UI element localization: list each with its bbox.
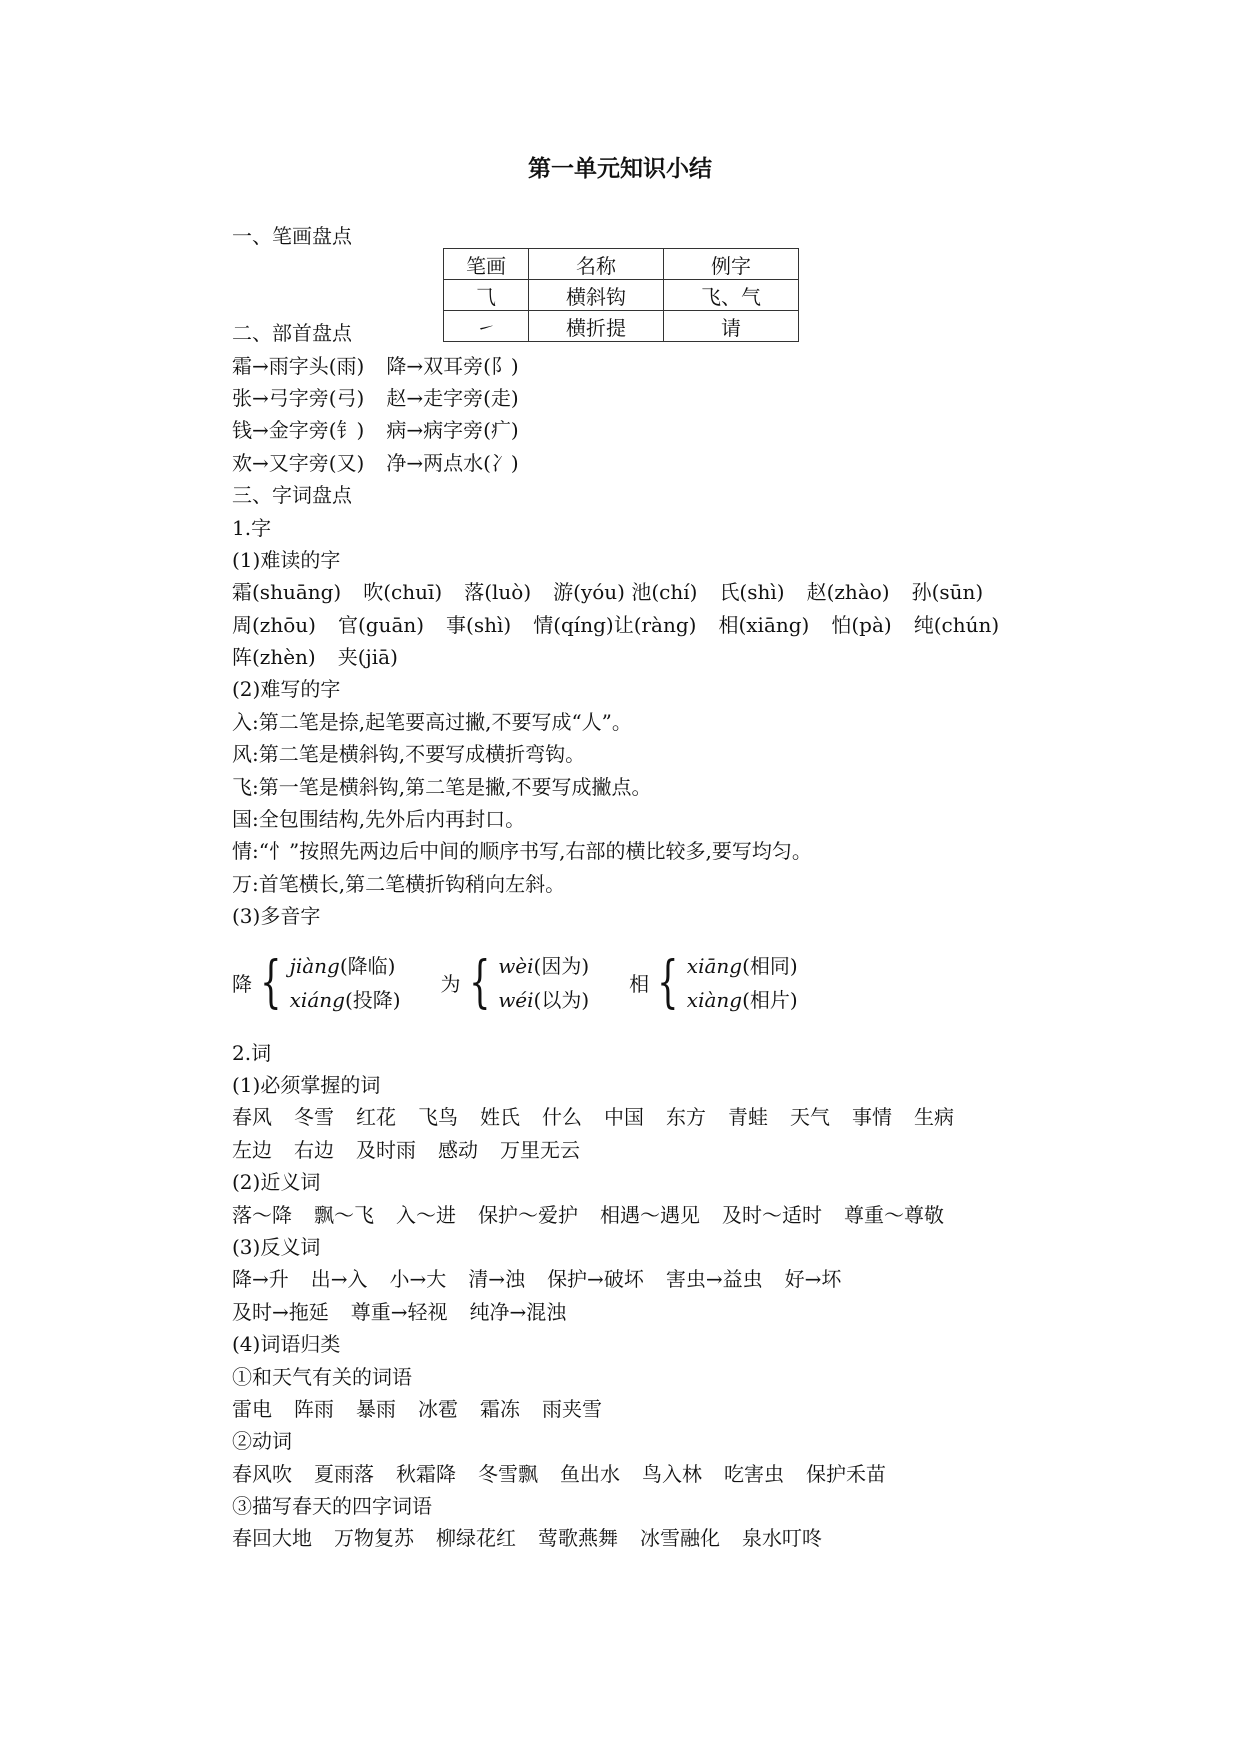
example-word: (相片) (742, 987, 798, 1012)
subsection-heading: (4)词语归类 (232, 1332, 341, 1357)
section-heading: 一、笔画盘点 (232, 224, 352, 248)
word-item: 尊重～尊敬 (844, 1202, 944, 1227)
radical-entry: 钱→金字旁(钅) (232, 418, 365, 443)
word-item: 感动 (438, 1137, 478, 1162)
word-item: 保护→破坏 (547, 1267, 644, 1292)
example-word: (以为) (533, 987, 590, 1012)
text-line: 入:第二笔是捺,起笔要高过撇,不要写成“人”。 (232, 709, 632, 734)
table-header-cell: 笔画 (444, 249, 529, 280)
pinyin: wèi (498, 953, 534, 978)
word-line (232, 1393, 1092, 1425)
brace-glyph: { (260, 949, 282, 1015)
radical-entry: 欢→又字旁(又) (232, 450, 365, 475)
word-item: 左边 (232, 1137, 272, 1162)
example-word: (相同) (742, 953, 798, 978)
subsection-heading: (2)难写的字 (232, 677, 341, 702)
word-item: 春回大地 (232, 1526, 312, 1551)
pinyin: xiàng (686, 987, 743, 1012)
reading-line (290, 983, 401, 1017)
word-item: 春风吹 (232, 1461, 292, 1486)
word-item: 害虫→益虫 (665, 1267, 763, 1292)
polyphonic-readings (498, 949, 589, 1017)
radical-entry: 降→双耳旁(阝) (386, 353, 519, 378)
word-item: 泉水叮咚 (742, 1526, 822, 1551)
word-item: 事(shì) (446, 612, 512, 637)
word-item: 清→浊 (468, 1267, 526, 1292)
polyphonic-char: 为 (440, 972, 461, 997)
polyphonic-readings (290, 949, 401, 1017)
brace-glyph: { (657, 949, 679, 1015)
word-item: 霜冻 (480, 1396, 520, 1421)
word-item: 周(zhōu) (232, 612, 316, 637)
word-item: 出→入 (310, 1267, 368, 1292)
word-item: 吹(chuī) (363, 580, 443, 605)
word-item: 氏(shì) (719, 580, 785, 605)
word-item: 及时雨 (356, 1137, 416, 1162)
text-line: 风:第二笔是横斜钩,不要写成横折弯钩。 (232, 742, 586, 767)
word-line (232, 1296, 1092, 1328)
radical-entry: 霜→雨字头(雨) (232, 353, 365, 378)
word-line (232, 1522, 1092, 1554)
radical-line (232, 382, 1092, 414)
table-cell: ⺄ (444, 280, 529, 311)
word-item: 飞鸟 (418, 1105, 458, 1130)
word-item: 游(yóu) 池(chí) (553, 580, 698, 605)
polyphonic-group (629, 949, 798, 1017)
polyphonic-char: 降 (232, 972, 252, 997)
word-line (232, 1263, 1092, 1295)
word-item: 中国 (604, 1105, 644, 1130)
word-item: 阵雨 (294, 1396, 334, 1421)
word-item: 夏雨落 (314, 1461, 374, 1486)
text-line: 万:首笔横长,第二笔横折钩稍向左斜。 (232, 871, 566, 896)
word-item: 保护禾苗 (806, 1461, 886, 1486)
text-line: 飞:第一笔是横斜钩,第二笔是撇,不要写成撇点。 (232, 774, 652, 799)
word-item: 相遇～遇见 (600, 1202, 700, 1227)
subsection-heading: (1)必须掌握的词 (232, 1073, 381, 1097)
radical-line (232, 447, 1092, 479)
radical-entry: 赵→走字旁(走) (386, 385, 519, 410)
subsection-heading: 1.字 (232, 515, 272, 540)
reading-line (290, 949, 401, 983)
word-item: 冬雪飘 (478, 1461, 538, 1486)
reading-line (687, 983, 798, 1017)
table-spacer (232, 252, 1092, 317)
table-cell: 飞、气 (664, 280, 799, 311)
word-item: 赵(zhào) (806, 580, 890, 605)
table-header-cell: 名称 (529, 249, 664, 280)
word-item: 天气 (790, 1105, 830, 1130)
word-item: 暴雨 (356, 1396, 396, 1421)
word-item: 万物复苏 (334, 1526, 414, 1551)
word-item: 万里无云 (500, 1137, 580, 1162)
word-item: 吃害虫 (724, 1461, 784, 1486)
word-item: 右边 (294, 1137, 334, 1162)
reading-line (498, 983, 589, 1017)
word-item: 及时→拖延 (232, 1299, 329, 1324)
word-item: 冰雹 (418, 1396, 458, 1421)
word-item: 秋霜降 (396, 1461, 456, 1486)
radical-entry: 净→两点水(冫) (386, 450, 519, 475)
word-line (232, 1458, 1092, 1490)
example-word: (因为) (533, 953, 590, 978)
word-item: 生病 (914, 1105, 954, 1130)
polyphonic-group (232, 949, 401, 1017)
subsection-heading: (1)难读的字 (232, 547, 341, 572)
word-item: 鸟入林 (642, 1461, 702, 1486)
word-item: 怕(pà) (831, 612, 892, 637)
word-item: 飘～飞 (314, 1202, 374, 1227)
pinyin: xiāng (686, 953, 743, 978)
pinyin: jiàng (289, 953, 340, 978)
document-body (232, 220, 1092, 1555)
word-item: 夹(jiā) (337, 645, 398, 670)
word-line (232, 609, 1092, 641)
word-item: 入～进 (396, 1202, 456, 1227)
polyphonic-readings (687, 949, 798, 1017)
word-item: 姓氏 (480, 1105, 520, 1130)
word-item: 雷电 (232, 1396, 272, 1421)
word-item: 青蛙 (728, 1105, 768, 1130)
word-item: 官(guān) (337, 612, 425, 637)
table-cell: ㇀ (444, 311, 529, 342)
subsection-heading: 2.词 (232, 1040, 272, 1065)
word-line (232, 1134, 1092, 1166)
word-line (232, 641, 1092, 673)
word-item: 冰雪融化 (640, 1526, 720, 1551)
word-item: 及时～适时 (722, 1202, 822, 1227)
word-item: 什么 (542, 1105, 582, 1130)
pinyin: xiáng (289, 987, 345, 1012)
word-line (232, 576, 1092, 608)
word-line (232, 1101, 1092, 1133)
radical-entry: 张→弓字旁(弓) (232, 385, 365, 410)
word-item: 小→大 (389, 1267, 447, 1292)
word-item: 莺歌燕舞 (538, 1526, 618, 1551)
table-header-cell: 例字 (664, 249, 799, 280)
word-line (232, 1199, 1092, 1231)
word-item: 保护～爱护 (478, 1202, 578, 1227)
word-item: 尊重→轻视 (350, 1299, 448, 1324)
pinyin: wéi (498, 987, 534, 1012)
word-item: 降→升 (232, 1267, 289, 1292)
text-line: 国:全包围结构,先外后内再封口。 (232, 807, 526, 832)
word-item: 落(luò) (464, 580, 532, 605)
polyphonic-row (232, 939, 1092, 1027)
subsection-heading: (2)近义词 (232, 1170, 321, 1195)
section-heading: 三、字词盘点 (232, 483, 352, 508)
subsection-heading: ①和天气有关的词语 (232, 1364, 412, 1389)
word-item: 柳绿花红 (436, 1526, 516, 1551)
table-cell: 横斜钩 (529, 280, 664, 311)
table-cell: 横折提 (529, 311, 664, 342)
word-item: 好→坏 (784, 1267, 842, 1292)
word-item: 情(qíng)让(ràng) (533, 612, 697, 637)
example-word: (降临) (339, 953, 396, 978)
page-title: 第一单元知识小结 (528, 156, 712, 182)
word-item: 阵(zhèn) (232, 645, 316, 670)
table-cell: 请 (664, 311, 799, 342)
reading-line (687, 949, 798, 983)
subsection-heading: ②动词 (232, 1429, 292, 1454)
word-item: 事情 (852, 1105, 892, 1130)
radical-line (232, 350, 1092, 382)
word-item: 霜(shuāng) (232, 580, 342, 605)
word-item: 纯净→混浊 (469, 1299, 567, 1324)
subsection-heading: ③描写春天的四字词语 (232, 1494, 432, 1519)
subsection-heading: (3)反义词 (232, 1234, 321, 1259)
text-line: 情:“忄”按照先两边后中间的顺序书写,右部的横比较多,要写均匀。 (232, 839, 812, 864)
word-item: 红花 (356, 1105, 396, 1130)
word-item: 纯(chún) (913, 612, 1000, 637)
word-item: 落～降 (232, 1202, 292, 1227)
word-item: 东方 (666, 1105, 706, 1130)
word-item: 相(xiāng) (718, 612, 810, 637)
reading-line (498, 949, 589, 983)
section-heading: 二、部首盘点 (232, 321, 352, 346)
word-item: 孙(sūn) (911, 580, 984, 605)
polyphonic-group (441, 949, 590, 1017)
polyphonic-char: 相 (629, 972, 650, 997)
brace-glyph: { (468, 949, 491, 1015)
word-item: 冬雪 (294, 1105, 334, 1130)
word-item: 鱼出水 (560, 1461, 620, 1486)
radical-line (232, 414, 1092, 446)
word-item: 春风 (232, 1105, 272, 1130)
subsection-heading: (3)多音字 (232, 904, 321, 929)
word-item: 雨夹雪 (542, 1396, 602, 1421)
example-word: (投降) (344, 987, 401, 1012)
radical-entry: 病→病字旁(疒) (386, 418, 519, 443)
